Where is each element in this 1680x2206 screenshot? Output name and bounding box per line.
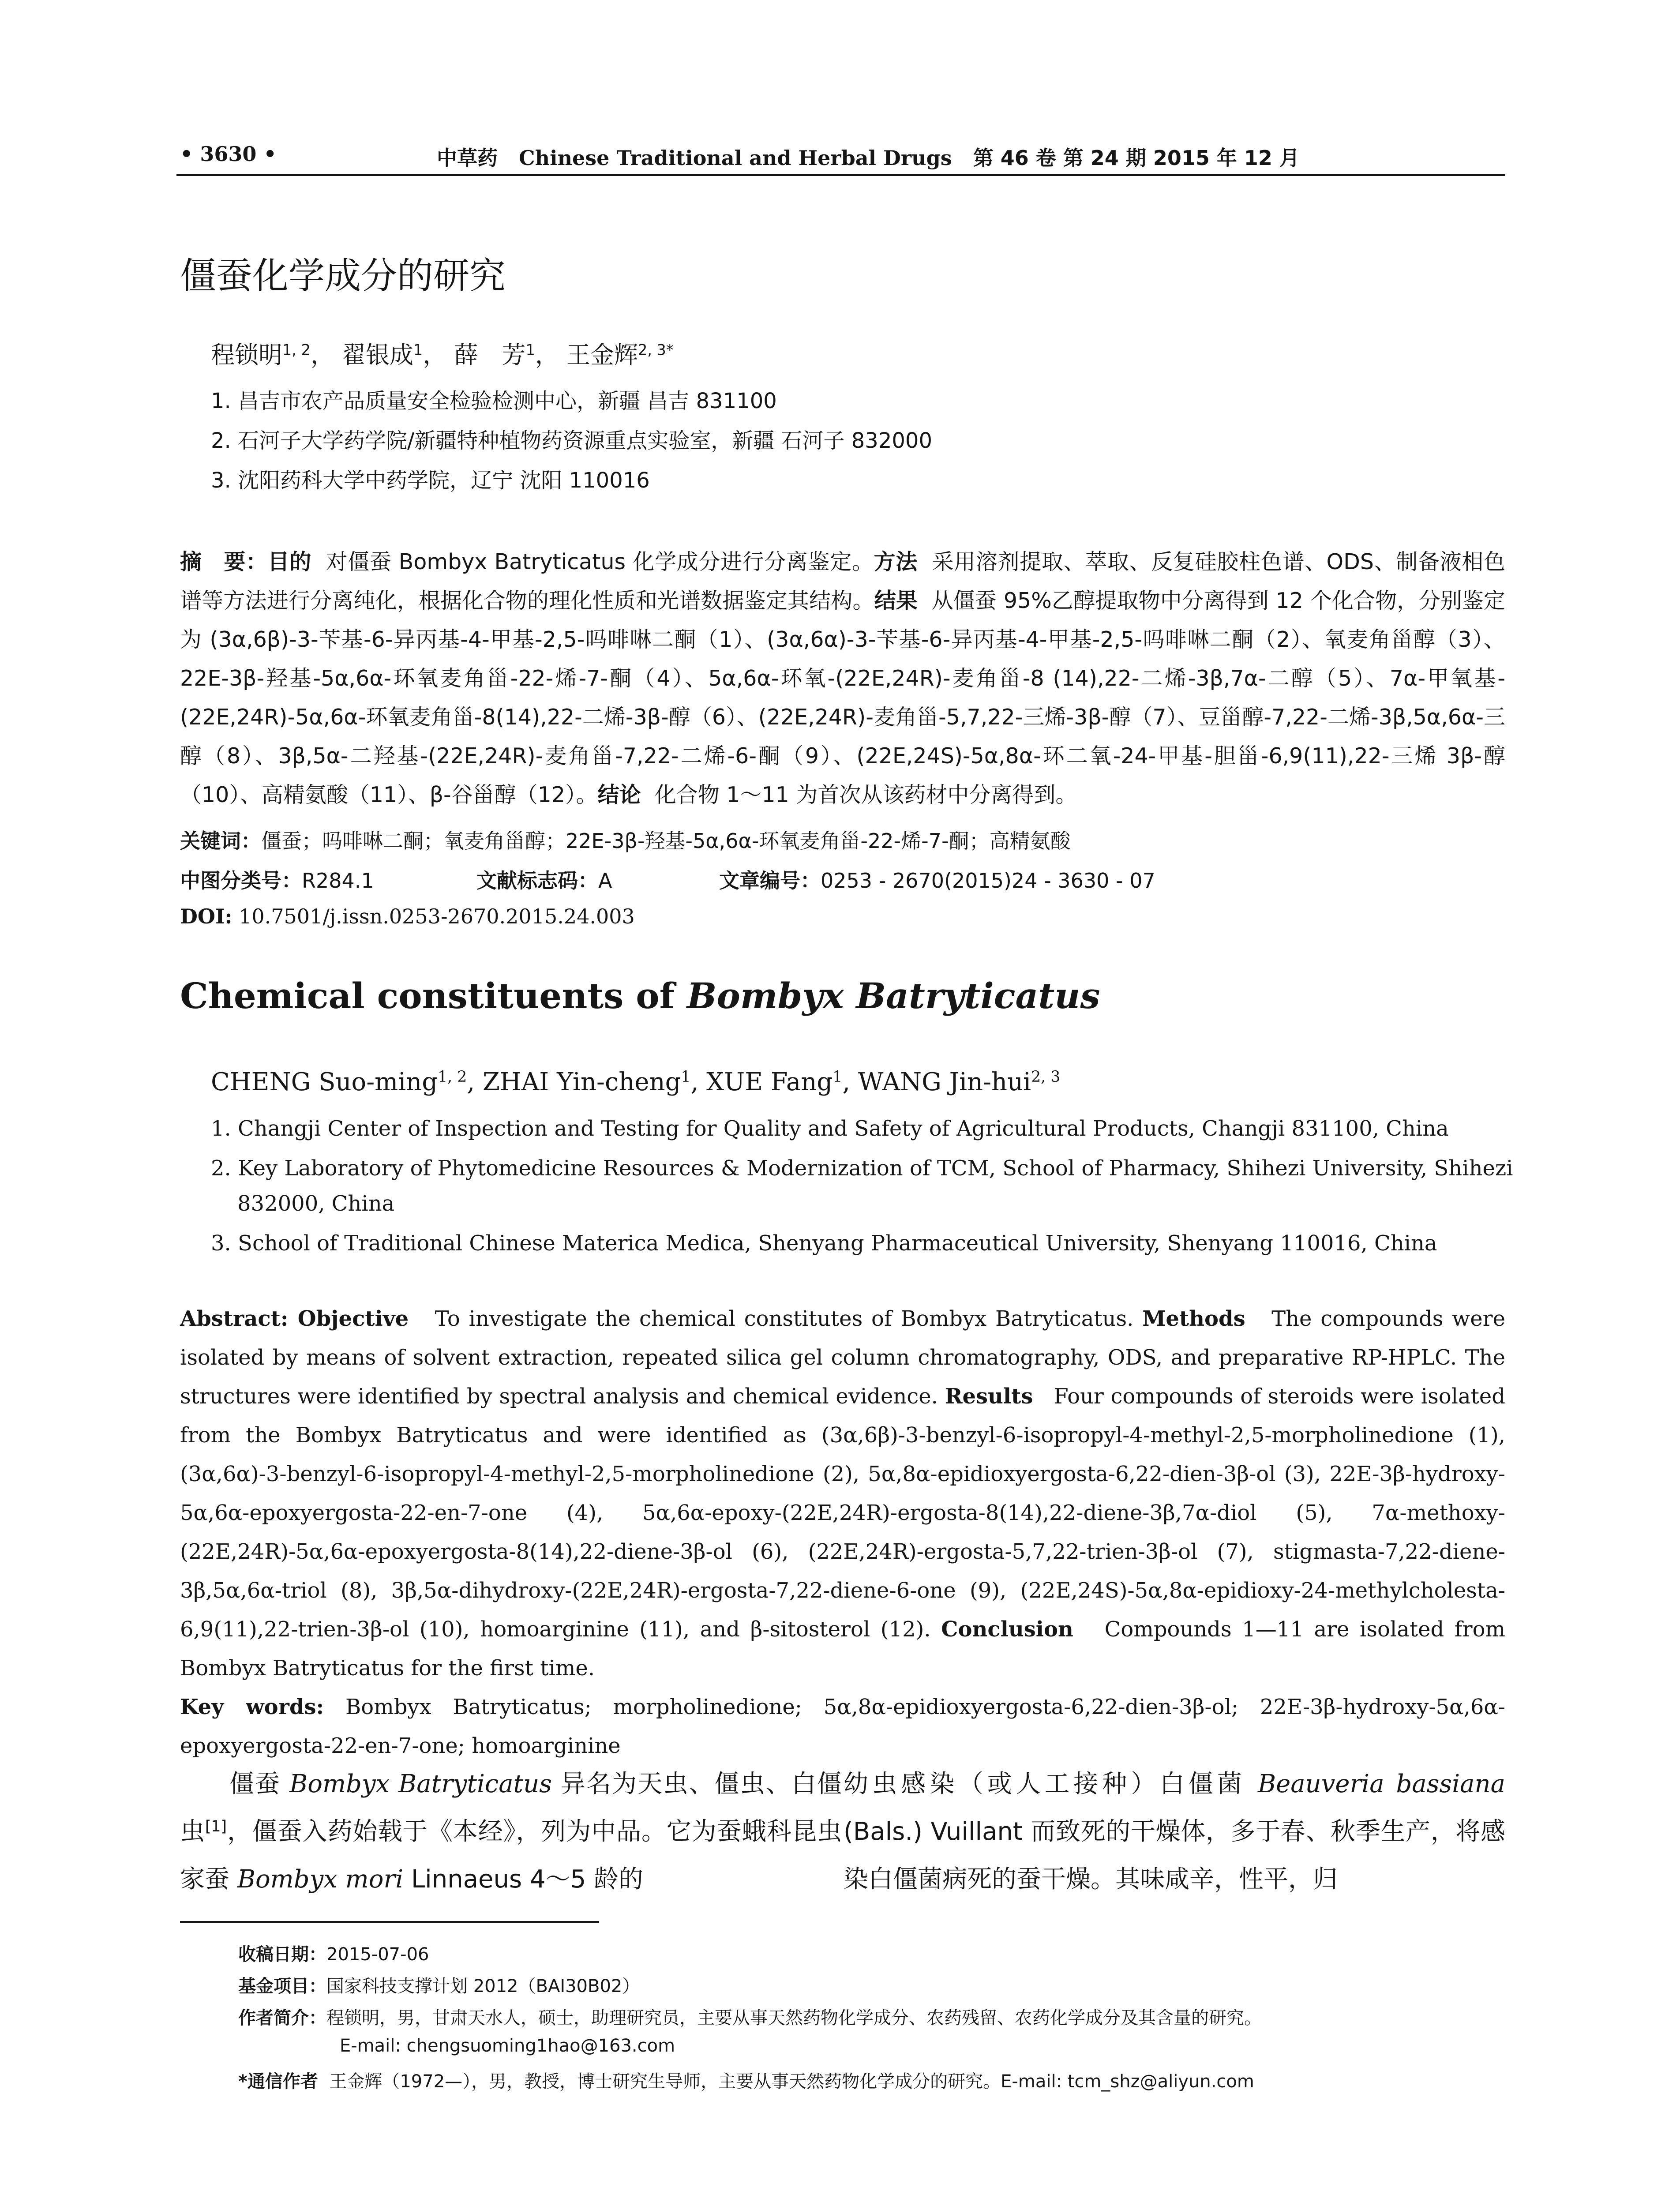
article-title-cn: 僵蚕化学成分的研究 bbox=[180, 255, 506, 297]
fund-text: 国家科技支撑计划 2012（BAI30B02） bbox=[326, 1976, 640, 1996]
author-affil-mark: 1 bbox=[525, 341, 535, 359]
body-column-right bbox=[844, 1760, 1505, 1903]
body-text: (Bals.) Vuillant 而致死的干燥体，多于春、秋季生产，将感染白僵菌病死的蚕干燥。其味咸辛，性平，归 bbox=[844, 1817, 1505, 1894]
methods-label: 方法 bbox=[874, 549, 918, 574]
conclusion-label: 结论 bbox=[597, 782, 641, 807]
article-number-value: 0253 - 2670(2015)24 - 3630 - 07 bbox=[821, 869, 1155, 893]
footnote-rule bbox=[180, 1921, 599, 1923]
abstract-en bbox=[180, 1299, 1505, 1765]
article-number-label: 文章编号： bbox=[719, 869, 821, 893]
author-affil-mark: 1 bbox=[832, 1068, 843, 1086]
conclusion-text: Compounds 1—11 are isolated from Bombyx Batryticatus for the first time. bbox=[180, 1617, 1506, 1681]
running-header bbox=[437, 142, 1300, 171]
results-text: Four compounds of steroids were isolated from the Bombyx Batryticatus and were identified as (3α,6β)-3-benzyl-6-isopropyl-4-methyl-2,5-morpholinedione (1), (3α,6α)-3-benzyl-6-isopropyl-4-methyl-2,5-morpholinedione (2), 5α,8α-epidioxyergosta-6,22-dien-3β-ol (3), 22E-3β-hydroxy-5α,6α-epoxyergosta-22-en-7-one (4), 5α,6α-epoxy-(22E,24R)-ergosta-8(14),22-diene-3β,7α-diol (5), 7α-methoxy-(22E,24R)-5α,6α-epoxyergosta-8(14),22-diene-3β-ol (6), (22E,24R)-ergosta-5,7,22-trien-3β-ol (7), stigmasta-7,22-diene-3β,5α,6α-triol (8), 3β,5α-dihydroxy-(22E,24R)-ergosta-7,22-diene-6-one (9), (22E,24S)-5α,8α-epidioxy-24-methylcholesta-6,9(11),22-trien-3β-ol (10), homoarginine (11), and β-sitosterol (12). bbox=[180, 1384, 1506, 1642]
conclusion-text: 化合物 1～11 为首次从该药材中分离得到。 bbox=[654, 782, 1077, 807]
doc-code-value: A bbox=[598, 869, 612, 893]
author-affil-mark: 1, 2 bbox=[438, 1068, 467, 1086]
author-name: 程锁明 bbox=[211, 341, 282, 369]
bio-text: 程锁明，男，甘肃天水人，硕士，助理研究员，主要从事天然药物化学成分、农药残留、农药化学成分及其含量的研究。 bbox=[326, 2008, 1262, 2028]
footnote-corresponding bbox=[238, 2067, 1254, 2093]
received-label: 收稿日期： bbox=[238, 1944, 326, 1965]
body-text: 异名为天虫、僵虫、白僵虫 bbox=[180, 1770, 842, 1846]
body-column-left bbox=[180, 1760, 842, 1903]
body-text: 幼虫感染（或人工接种）白僵菌 bbox=[844, 1770, 1258, 1798]
clc-value: R284.1 bbox=[302, 869, 374, 893]
footnote-received bbox=[238, 1940, 429, 1966]
body-latin-name: Bombyx mori bbox=[237, 1865, 404, 1894]
keywords-en-text: Bombyx Batryticatus; morpholinedione; 5α,8α-epidioxyergosta-6,22-dien-3β-ol; 22E-3β-hydroxy-5α,6α-epoxyergosta-22-en-7-one; homoarginine bbox=[180, 1695, 1505, 1758]
citation-ref[interactable]: [1] bbox=[205, 1817, 227, 1835]
affiliation-en: 832000, China bbox=[237, 1191, 395, 1216]
results-label: 结果 bbox=[874, 588, 918, 613]
affiliation-en: 1. Changji Center of Inspection and Testing for Quality and Safety of Agricultural Products, Changji 831100, China bbox=[211, 1116, 1449, 1141]
conclusion-label: Conclusion bbox=[941, 1617, 1073, 1642]
objective-text: 对僵蚕 Bombyx Batryticatus 化学成分进行分离鉴定。 bbox=[326, 549, 874, 574]
journal-name-cn: 中草药 bbox=[437, 146, 498, 170]
methods-text: The compounds were isolated by means of solvent extraction, repeated silica gel column chromatography, ODS, and preparative RP-HPLC. The structures were identified by spectral analysis and chemical evidence. bbox=[180, 1306, 1505, 1409]
affiliation-cn: 2. 石河子大学药学院/新疆特种植物药资源重点实验室，新疆 石河子 832000 bbox=[211, 428, 932, 453]
footnote-author-bio bbox=[238, 2004, 1262, 2029]
keywords-text: 僵蚕；吗啡啉二酮；氧麦角甾醇；22E-3β-羟基-5α,6α-环氧麦角甾-22-烯-7-酮；高精氨酸 bbox=[261, 829, 1071, 853]
doi-line bbox=[180, 904, 635, 928]
author-affil-mark: 2, 3 bbox=[1031, 1068, 1061, 1086]
classification-line bbox=[180, 865, 374, 894]
body-text: Linnaeus 4～5 龄的 bbox=[403, 1865, 643, 1894]
fund-label: 基金项目： bbox=[238, 1976, 326, 1996]
affiliation-cn: 1. 昌吉市农产品质量安全检验检测中心，新疆 昌吉 831100 bbox=[211, 389, 777, 413]
doc-code bbox=[476, 865, 612, 894]
authors-en bbox=[211, 1068, 1060, 1096]
methods-text: 采用溶剂提取、萃取、反复硅胶柱色谱、ODS、制备液相色谱等方法进行分离纯化，根据化合物的理化性质和光谱数据鉴定其结构。 bbox=[180, 549, 1505, 613]
issue-info: 第 46 卷 第 24 期 2015 年 12 月 bbox=[973, 146, 1300, 170]
author-name: 翟银成 bbox=[342, 341, 414, 369]
body-text: 僵蚕 bbox=[229, 1770, 290, 1798]
affiliation-en: 3. School of Traditional Chinese Materica Medica, Shenyang Pharmaceutical University, Shenyang 110016, China bbox=[211, 1231, 1437, 1256]
bio-label: 作者简介： bbox=[238, 2008, 326, 2028]
body-latin-name: Beauveria bassiana bbox=[1257, 1770, 1505, 1798]
page-number: • 3630 • bbox=[180, 142, 277, 166]
doi-link[interactable]: 10.7501/j.issn.0253-2670.2015.24.003 bbox=[239, 904, 635, 928]
corresponding-text: 王金辉（1972—），男，教授，博士研究生导师，主要从事天然药物化学成分的研究。E-mail: tcm_shz@aliyun.com bbox=[329, 2071, 1254, 2092]
results-text: 从僵蚕 95%乙醇提取物中分离得到 12 个化合物，分别鉴定为 (3α,6β)-3-苄基-6-异丙基-4-甲基-2,5-吗啡啉二酮（1）、(3α,6α)-3-苄基-6-异丙基-4-甲基-2,5-吗啡啉二酮（2）、氧麦角甾醇（3）、22E-3β-羟基-5α,6α-环氧麦角甾-22-烯-7-酮（4）、5α,6α-环氧-(22E,24R)-麦角甾-8 (14),22-二烯-3β,7α-二醇（5）、7α-甲氧基-(22E,24R)-5α,6α-环氧麦角甾-8(14),22-二烯-3β-醇（6）、(22E,24R)-麦角甾-5,7,22-三烯-3β-醇（7）、豆甾醇-7,22-二烯-3β,5α,6α-三醇（8）、3β,5α-二羟基-(22E,24R)-麦角甾-7,22-二烯-6-酮（9）、(22E,24S)-5α,8α-环二氧-24-甲基-胆甾-6,9(11),22-三烯 3β-醇（10）、高精氨酸（11）、β-谷甾醇（12）。 bbox=[180, 588, 1505, 807]
abstract-label: 摘 要： bbox=[180, 549, 268, 574]
keywords-cn bbox=[180, 825, 1071, 854]
body-latin-name: Bombyx Batryticatus bbox=[289, 1770, 552, 1798]
header-rule bbox=[176, 174, 1505, 176]
doi-label: DOI: bbox=[180, 904, 232, 928]
keywords-en-label: Key words: bbox=[180, 1695, 324, 1719]
author-name: , ZHAI Yin-cheng bbox=[467, 1068, 681, 1096]
authors-cn bbox=[211, 336, 674, 370]
author-name: 王金辉 bbox=[566, 341, 638, 369]
corresponding-label: *通信作者 bbox=[238, 2071, 318, 2092]
title-en-italic: Bombyx Batryticatus bbox=[686, 975, 1100, 1017]
clc-label: 中图分类号： bbox=[180, 869, 302, 893]
objective-text: To investigate the chemical constitutes of Bombyx Batryticatus. bbox=[435, 1306, 1134, 1331]
author-separator: ， bbox=[423, 341, 447, 369]
article-title-en bbox=[180, 975, 1100, 1017]
methods-label: Methods bbox=[1142, 1306, 1245, 1331]
author-affil-mark: 1 bbox=[413, 341, 423, 359]
author-name: , XUE Fang bbox=[690, 1068, 833, 1096]
author-name: , WANG Jin-hui bbox=[842, 1068, 1031, 1096]
abstract-en-label: Abstract: Objective bbox=[180, 1306, 409, 1331]
journal-name-en: Chinese Traditional and Herbal Drugs bbox=[519, 146, 952, 170]
bio-email[interactable]: E-mail: chengsuoming1hao@163.com bbox=[340, 2036, 675, 2056]
affiliation-cn: 3. 沈阳药科大学中药学院，辽宁 沈阳 110016 bbox=[211, 468, 650, 493]
doc-code-label: 文献标志码： bbox=[476, 869, 598, 893]
author-separator: ， bbox=[310, 341, 334, 369]
objective-label: 目的 bbox=[267, 549, 312, 574]
keywords-label: 关键词： bbox=[180, 829, 261, 853]
author-affil-mark: 2, 3* bbox=[638, 341, 674, 359]
author-name: 薛 芳 bbox=[454, 341, 526, 369]
title-en-main: Chemical constituents of bbox=[180, 975, 687, 1017]
article-number bbox=[719, 865, 1155, 894]
affiliation-en: 2. Key Laboratory of Phytomedicine Resources & Modernization of TCM, School of Pharmacy, Shihezi University, Shihezi bbox=[211, 1156, 1513, 1181]
footnote-fund bbox=[238, 1972, 640, 1997]
author-affil-mark: 1, 2 bbox=[282, 341, 311, 359]
author-separator: ， bbox=[535, 341, 559, 369]
results-label: Results bbox=[945, 1384, 1033, 1409]
received-date: 2015-07-06 bbox=[326, 1944, 429, 1965]
abstract-cn bbox=[180, 543, 1505, 814]
author-affil-mark: 1 bbox=[681, 1068, 691, 1086]
author-name: CHENG Suo-ming bbox=[211, 1068, 438, 1096]
body-text: ，僵蚕入药始载于《本经》，列为中品。它为蚕蛾科昆虫家蚕 bbox=[180, 1817, 842, 1894]
